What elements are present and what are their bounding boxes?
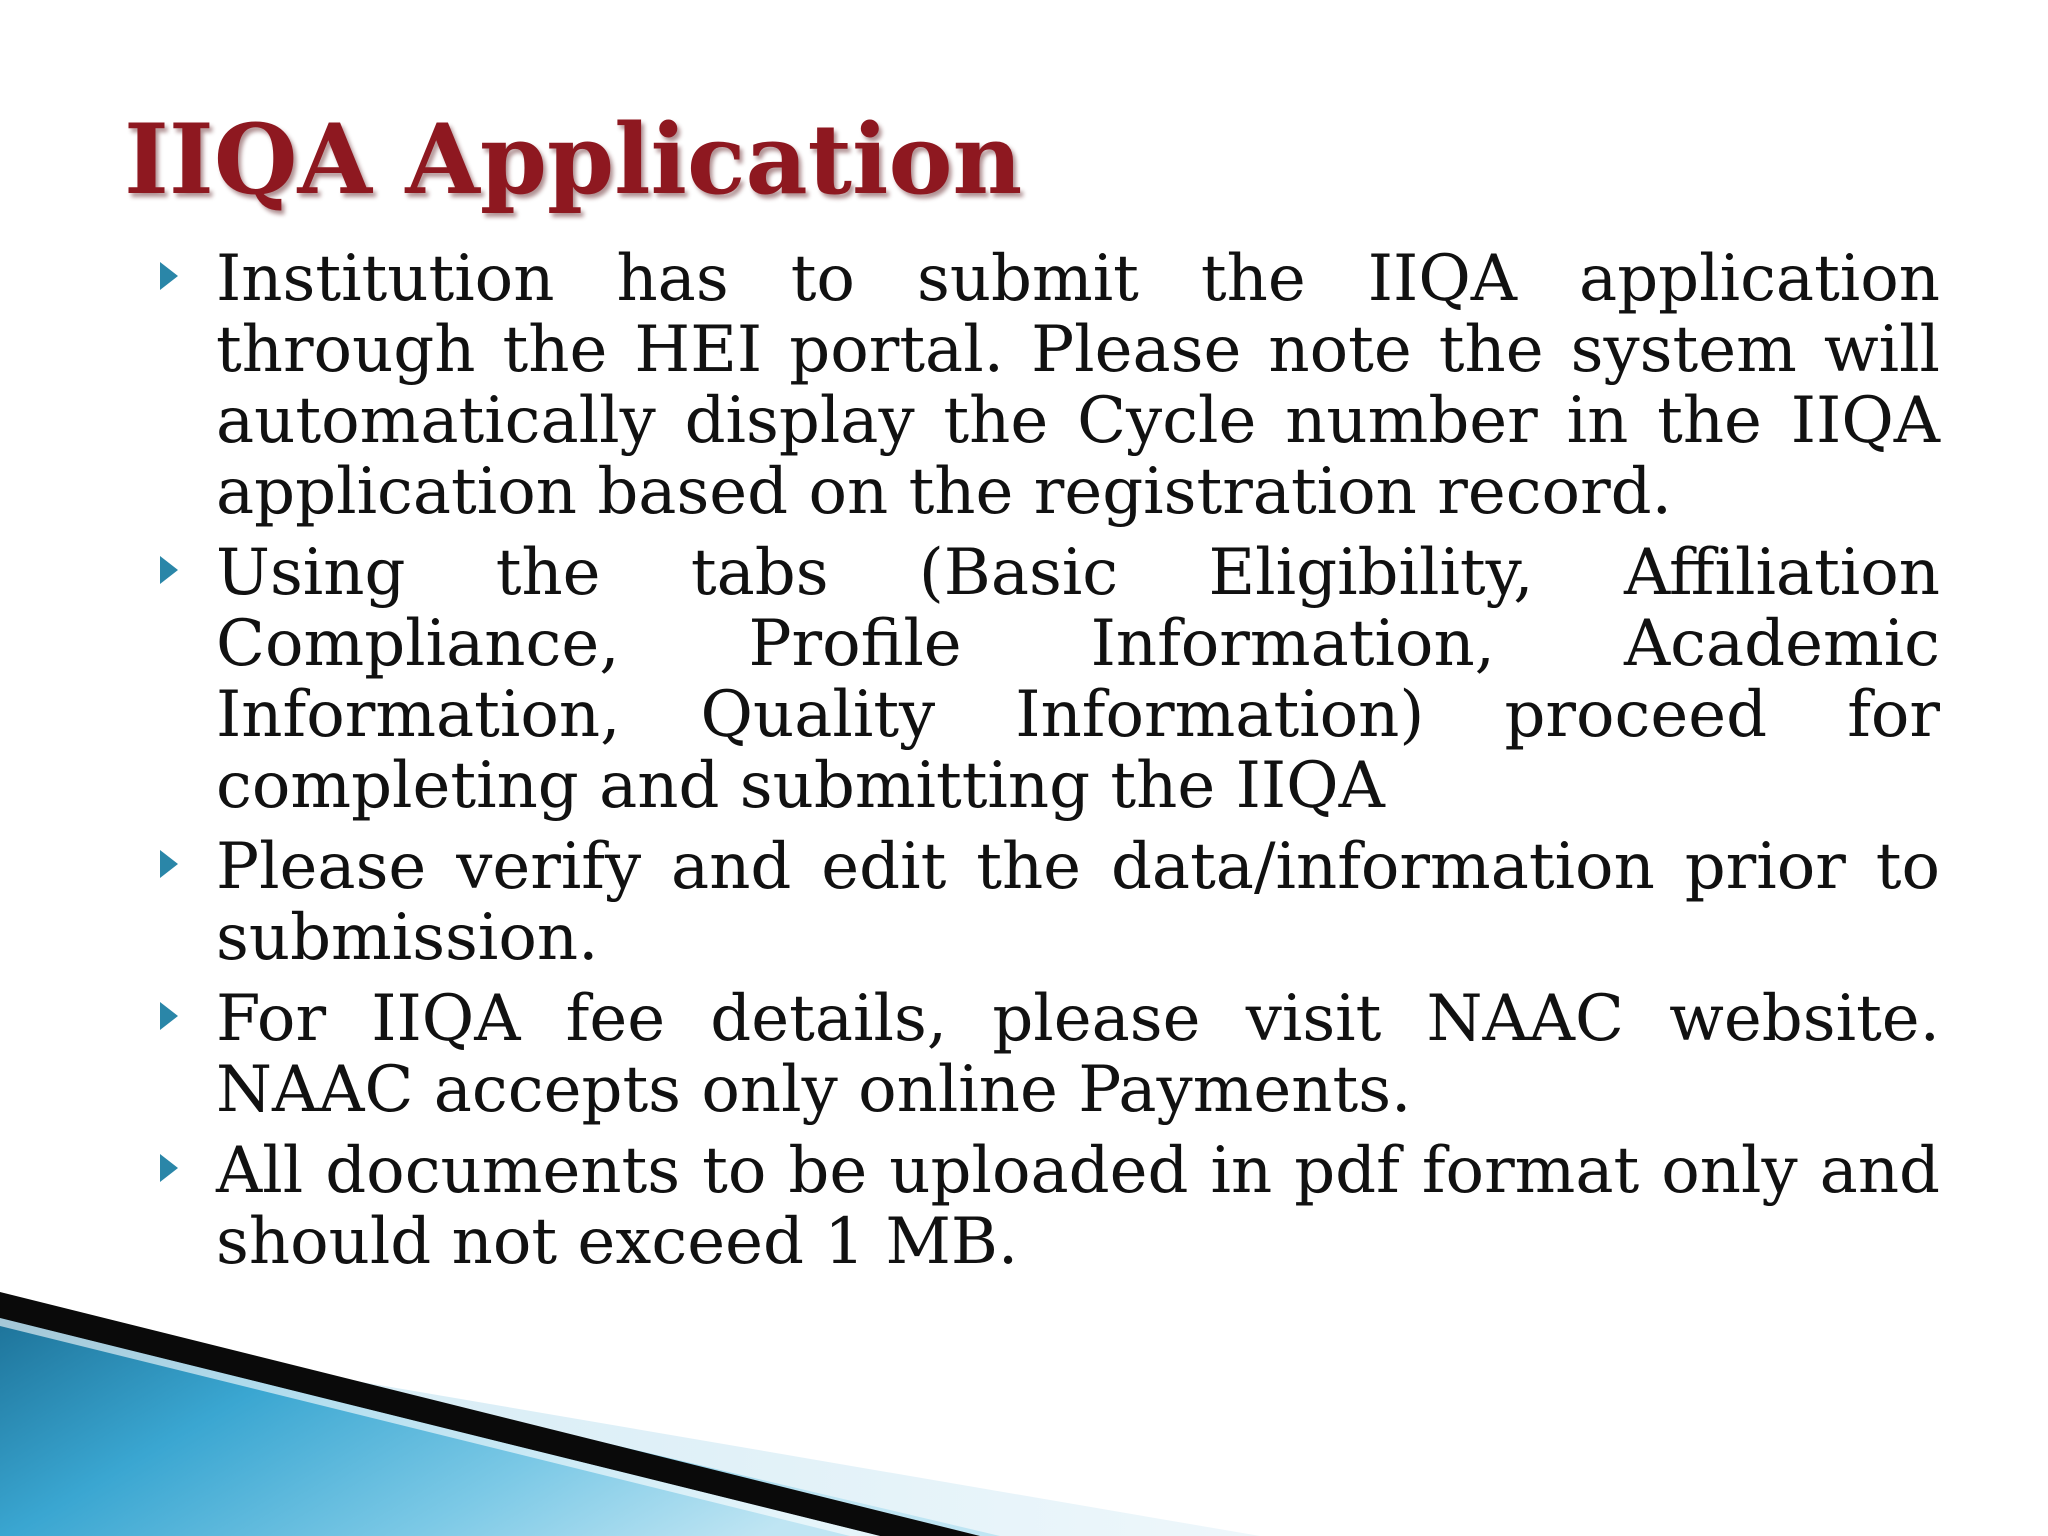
swoosh-dark-line (0, 1292, 980, 1536)
bullet-text: For IIQA fee details, please visit NAAC website. NAAC accepts only online Payments. (216, 982, 1940, 1127)
swoosh-pale-band (0, 1320, 1260, 1536)
triangle-bullet-icon (160, 1002, 178, 1030)
triangle-bullet-icon (160, 556, 178, 584)
bullet-item (160, 832, 1940, 974)
triangle-bullet-icon (160, 1154, 178, 1182)
slide-title: IIQA Application (124, 103, 1023, 216)
bullet-text: Using the tabs (Basic Eligibility, Affiliation Compliance, Profile Information, Academic Information, Quality Information) proceed for completing and submitting the IIQA (216, 536, 1940, 823)
bullet-text: Please verify and edit the data/information prior to submission. (216, 830, 1940, 975)
bullet-item (160, 538, 1940, 822)
bullet-item (160, 244, 1940, 528)
bullet-list (160, 244, 1940, 1288)
triangle-bullet-icon (160, 850, 178, 878)
swoosh-blue-band (0, 1300, 1000, 1536)
bullet-item (160, 984, 1940, 1126)
bullet-item (160, 1136, 1940, 1278)
triangle-bullet-icon (160, 262, 178, 290)
bullet-text: All documents to be uploaded in pdf format only and should not exceed 1 MB. (216, 1134, 1940, 1279)
bullet-text: Institution has to submit the IIQA application through the HEI portal. Please note the system will automatically display the Cycle number in the IIQA application based on the registration record. (216, 242, 1940, 529)
swoosh-white-line (0, 1318, 880, 1536)
